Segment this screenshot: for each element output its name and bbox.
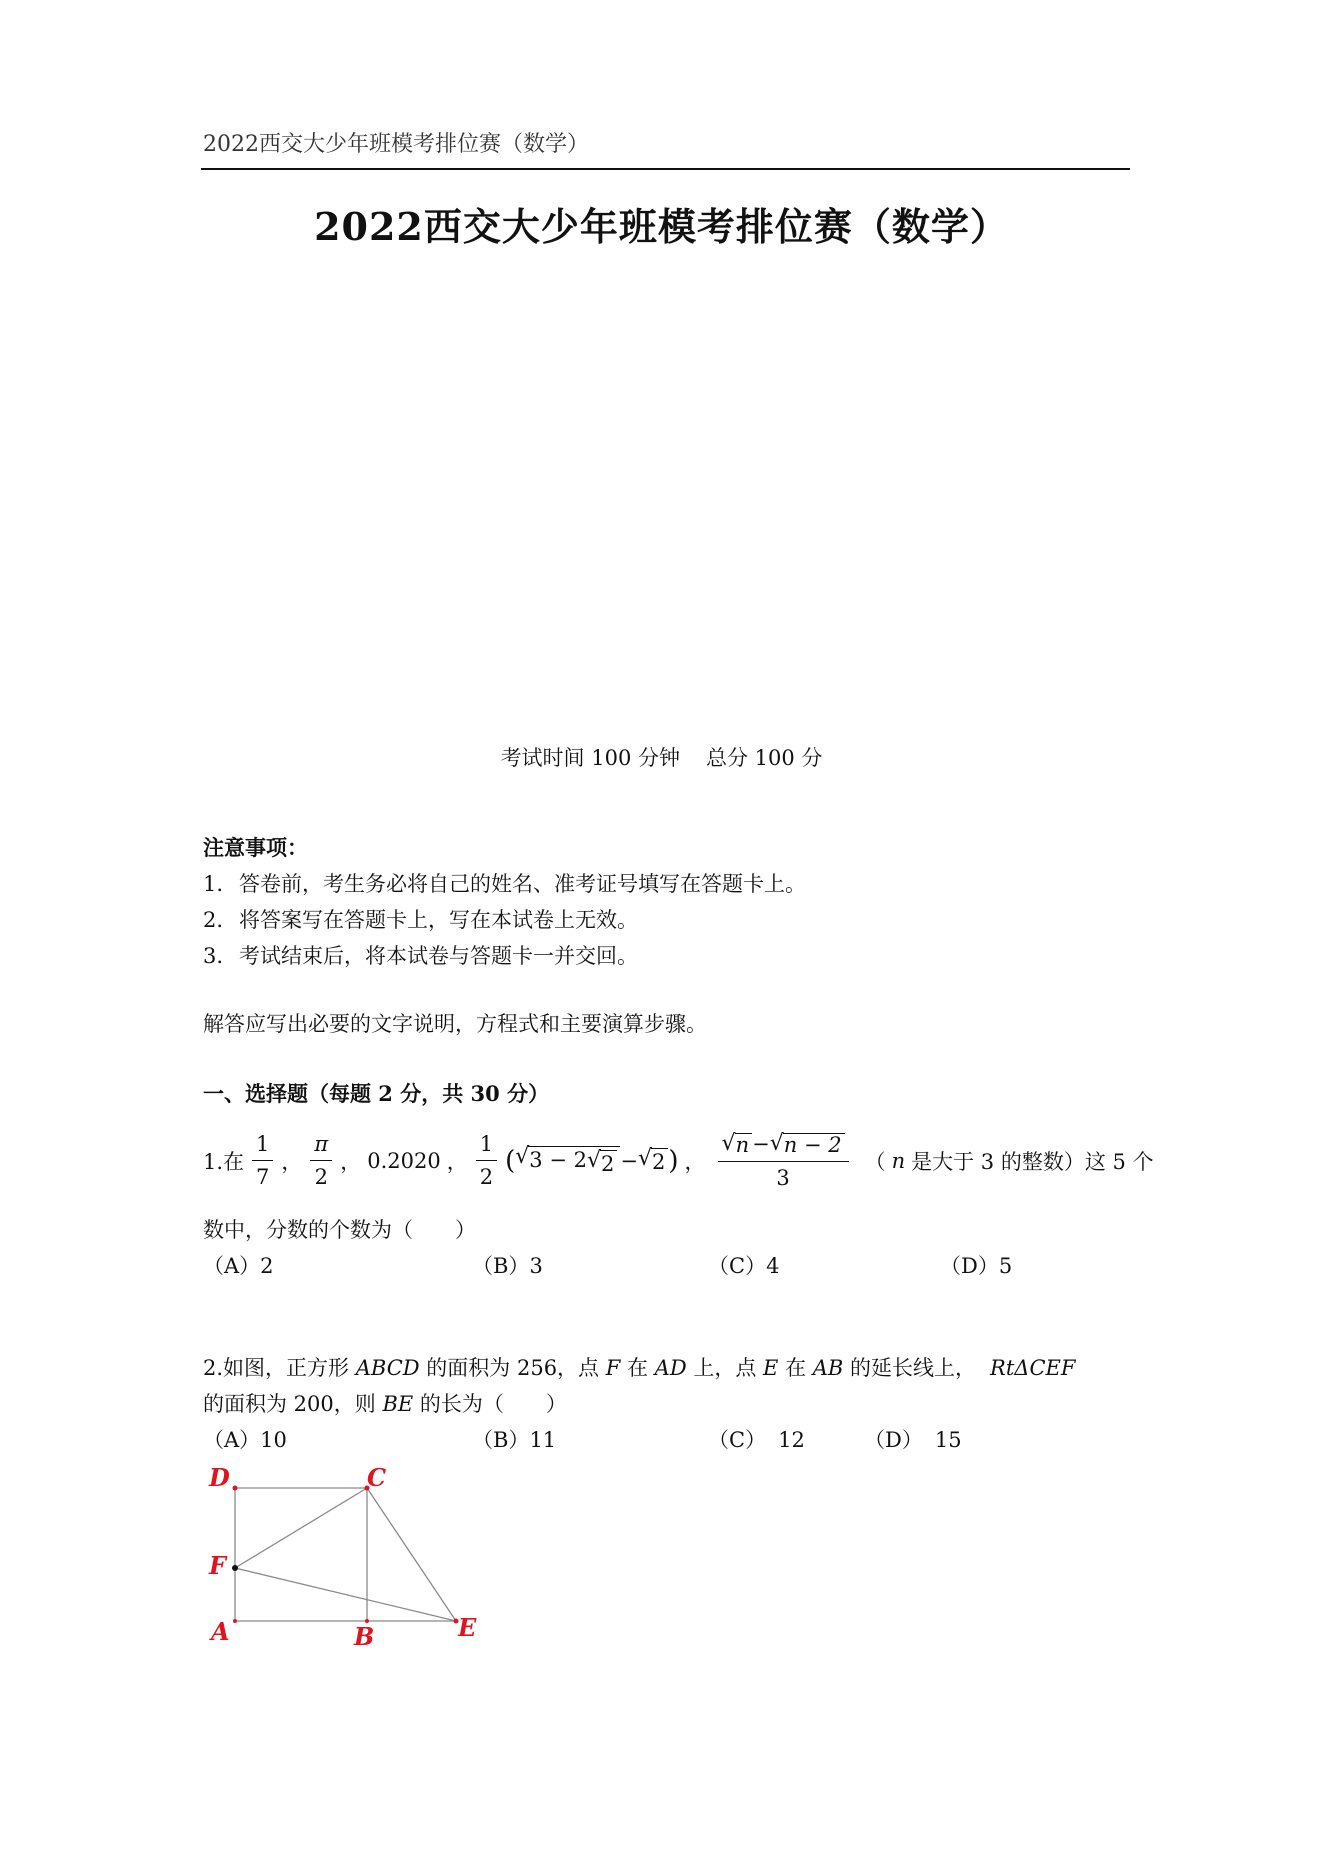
q1-sqrt-2: √ 2 <box>638 1148 668 1174</box>
q2-option-b: （B）11 <box>472 1428 557 1452</box>
notice-item-number: 1. <box>203 872 224 896</box>
page-title: 2022西交大少年班模考排位赛（数学） <box>314 204 1009 249</box>
question-1: 1.在 $\frac{1}{7}$ ， $\frac{\pi}{2}$ ， 0.2020 ， $\frac{1}{2}$ ( √ 3 − 2 √ 2 − √ 2 ) ， √ n − √ n − 2 3 （ n 是大于 3 的整数）这 5 个 <box>203 1131 1154 1190</box>
notice-item <box>203 940 638 970</box>
notice-title: 注意事项： <box>203 835 308 860</box>
label-e: E <box>458 1613 477 1642</box>
notice-item-number: 3. <box>203 944 224 968</box>
segment-fc <box>235 1488 367 1568</box>
label-d: D <box>209 1463 230 1492</box>
q2-option-c: （C） 12 <box>708 1428 805 1452</box>
q1-fraction-1: $\frac{1}{7}$ <box>252 1134 273 1188</box>
running-header: 2022西交大少年班模考排位赛（数学） <box>203 132 589 157</box>
answer-instruction: 解答应写出必要的文字说明，方程式和主要演算步骤。 <box>203 1012 707 1036</box>
q1-prefix: 1.在 <box>203 1150 245 1174</box>
q1-var-n: n <box>891 1149 906 1173</box>
label-b: B <box>354 1622 375 1651</box>
segment-fe <box>235 1568 456 1621</box>
q2-option-a: （A）10 <box>203 1428 287 1452</box>
q1-sqrt-n-minus-2: √ n − 2 <box>770 1133 845 1156</box>
label-c: C <box>367 1463 387 1492</box>
q1-sqrt-outer: √ 3 − 2 √ 2 <box>515 1146 620 1176</box>
q1-option-a: （A）2 <box>203 1254 274 1278</box>
q1-fraction-pi: $\frac{\pi}{2}$ <box>310 1134 332 1188</box>
notice-item <box>203 868 806 898</box>
point-f <box>232 1565 238 1571</box>
q1-fraction-sqrt-n: √ n − √ n − 2 3 <box>718 1133 849 1189</box>
exam-time: 考试时间 100 分钟 <box>500 746 680 770</box>
point-d <box>233 1486 238 1491</box>
exam-info <box>0 742 1323 772</box>
q1-decimal: 0.2020 <box>367 1149 441 1173</box>
q2-option-d: （D） 15 <box>864 1428 962 1452</box>
q1-radical-expression: ( √ 3 − 2 √ 2 − √ 2 ) <box>505 1144 679 1176</box>
section-heading: 一、选择题（每题 2 分，共 30 分） <box>203 1081 550 1106</box>
q1-sqrt-inner: √ 2 <box>587 1150 617 1176</box>
q1-condition: 是大于 3 的整数）这 5 个 <box>911 1150 1154 1174</box>
square-geometry-diagram <box>201 1458 491 1658</box>
q1-option-c: （C）4 <box>708 1254 780 1278</box>
q1-option-b: （B）3 <box>472 1254 543 1278</box>
point-a <box>233 1619 237 1623</box>
question-2: 2.如图，正方形 ABCD 的面积为 256，点 F 在 AD 上，点 E 在 AB 的延长线上， RtΔCEF <box>203 1356 1076 1380</box>
exam-total-score: 总分 100 分 <box>706 746 823 770</box>
header-rule <box>201 168 1130 170</box>
q1-option-d: （D）5 <box>940 1254 1013 1278</box>
segment-ce <box>367 1488 456 1621</box>
notice-item-text: 答卷前，考生务必将自己的姓名、准考证号填写在答题卡上。 <box>239 872 806 896</box>
notice-item-text: 考试结束后，将本试卷与答题卡一并交回。 <box>239 944 638 968</box>
notice-item-number: 2. <box>203 908 224 932</box>
q1-fraction-half: $\frac{1}{2}$ <box>476 1134 497 1188</box>
q2-line-2: 的面积为 200，则 BE 的长为（ ） <box>203 1392 567 1416</box>
notice-item-text: 将答案写在答题卡上，写在本试卷上无效。 <box>239 908 638 932</box>
notice-item <box>203 904 638 934</box>
q1-line-2: 数中，分数的个数为（ ） <box>203 1218 476 1242</box>
label-a: A <box>211 1617 230 1646</box>
label-f: F <box>209 1551 227 1580</box>
q1-sqrt-n: √ n <box>722 1133 753 1156</box>
